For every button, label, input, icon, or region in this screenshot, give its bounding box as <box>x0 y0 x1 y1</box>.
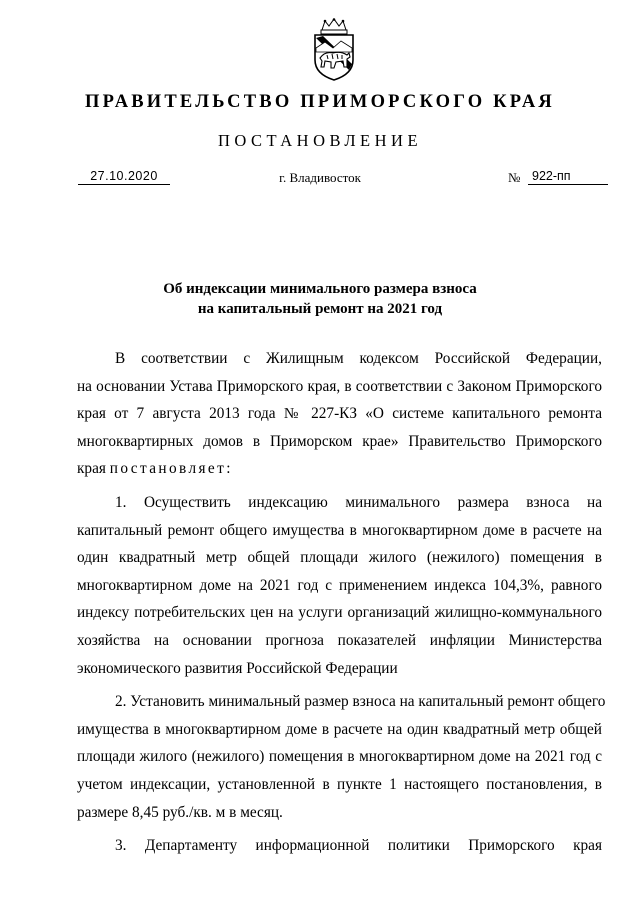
text-line: индексу потребительских цен на услуги организаций жилищно-коммунального <box>77 604 602 622</box>
paragraph-item-2 <box>77 688 606 826</box>
document-place: г. Владивосток <box>279 170 361 185</box>
number-sign: № <box>508 170 521 185</box>
text-line: имущества в многоквартирном доме в расчете на один квадратный метр общей <box>77 720 602 738</box>
text-line: учетом индексации, установленной в пункте 1 настоящего постановления, в <box>77 775 602 793</box>
document-type: ПОСТАНОВЛЕНИЕ <box>217 131 423 150</box>
text-line: размере 8,45 руб./кв. м в месяц. <box>77 803 283 821</box>
document-number: 922-пп <box>528 169 608 185</box>
text-line: площади жилого (нежилого) помещения в многоквартирном доме на 2021 год с <box>77 748 602 766</box>
text-line: 2. Установить минимальный размер взноса на капитальный ремонт общего <box>115 693 606 711</box>
text-fragment: края <box>77 460 110 478</box>
document-body <box>77 345 606 860</box>
text-line: многоквартирном доме на 2021 год с применением индекса 104,3%, равного <box>77 576 602 594</box>
text-line: на основании Устава Приморского края, в соответствии с Законом Приморского <box>77 377 602 395</box>
coat-of-arms-icon <box>303 18 365 82</box>
subject-line: на капитальный ремонт на 2021 год <box>197 301 443 317</box>
resolves-word: постановляет: <box>109 460 233 478</box>
text-line: экономического развития Российской Федерации <box>77 659 398 677</box>
text-line: хозяйства на основании прогноза показателей инфляции Министерства <box>77 631 602 649</box>
paragraph-preamble <box>77 345 602 483</box>
government-title: ПРАВИТЕЛЬСТВО ПРИМОРСКОГО КРАЯ <box>84 92 555 112</box>
text-line: 1. Осуществить индексацию минимального размера взноса на <box>115 493 602 511</box>
subject-line: Об индексации минимального размера взноса <box>163 281 477 297</box>
text-line: капитальный ремонт общего имущества в многоквартирном доме в расчете на <box>77 521 602 539</box>
text-line: края от 7 августа 2013 года № 227-КЗ «О системе капитального ремонта <box>77 405 602 423</box>
text-line: 3. Департаменту информационной политики Приморского края <box>115 837 602 855</box>
text-line: В соответствии с Жилищным кодексом Российской Федерации, <box>115 350 602 367</box>
text-line: один квадратный метр общей площади жилого (нежилого) помещения в <box>77 549 602 567</box>
document-subject <box>0 279 640 319</box>
document-date: 27.10.2020 <box>78 169 170 185</box>
paragraph-item-3 <box>77 832 602 860</box>
paragraph-item-1 <box>77 489 602 682</box>
text-line: многоквартирных домов в Приморском крае» Правительство Приморского <box>77 432 602 450</box>
text-line <box>77 455 602 483</box>
